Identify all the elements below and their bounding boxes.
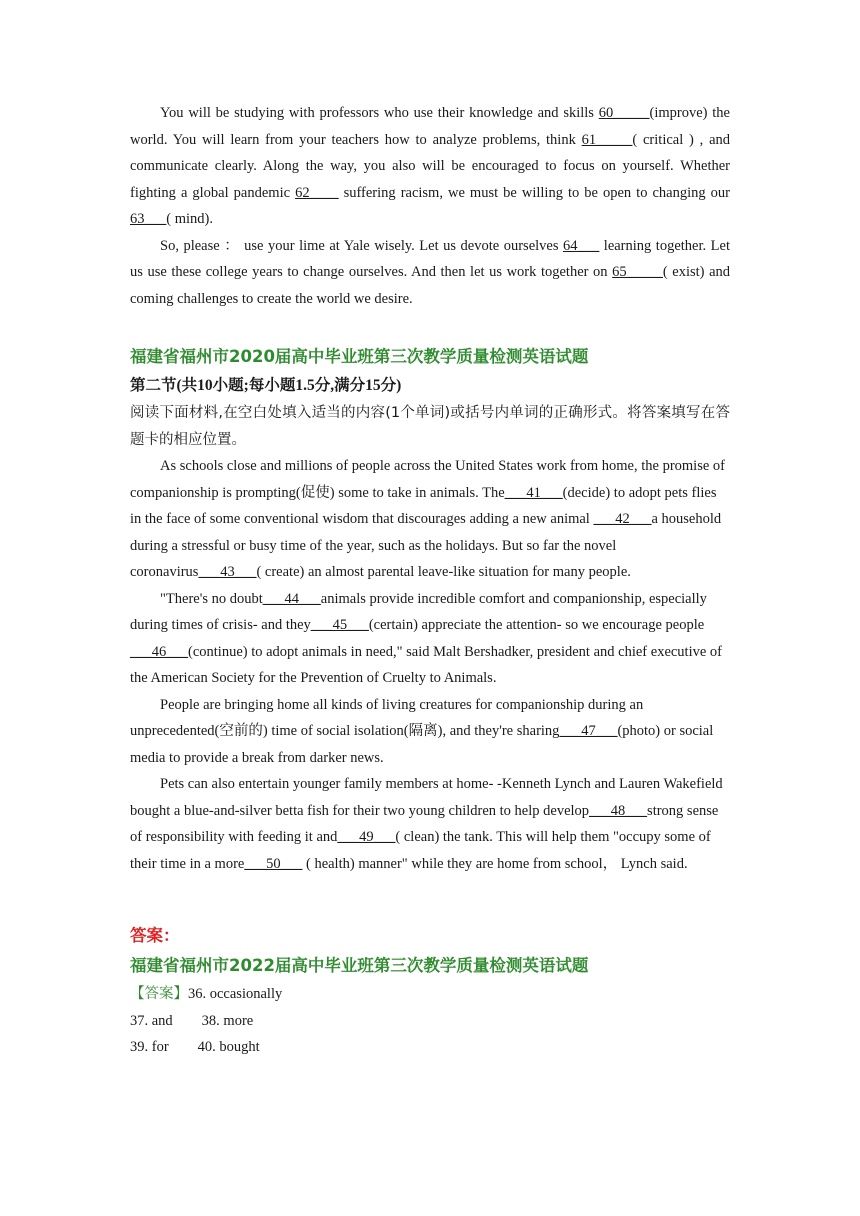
blank-number: ___45___: [310, 617, 369, 633]
passage-text: animals provide incredible comfort and companionship, especially during times of crisis- and they: [130, 590, 707, 633]
blank-number: ___47___: [559, 723, 618, 739]
passage-text: a household during a stressful or busy time of the year, such as the holidays. But so far the novel coronavirus: [130, 511, 722, 580]
blank-number: 60_____: [598, 105, 650, 121]
passage-text: ( critical ) , and communicate clearly. Along the way, you also will be encouraged to focus on yourself. Whether fighting a global pandemic: [130, 131, 730, 201]
blank-number: ___46___: [130, 643, 188, 660]
passage-text: (certain) appreciate the attention- so we encourage people: [368, 617, 705, 633]
blank-number: ___48___: [589, 802, 648, 819]
passage-text: As schools close and millions of people across the United States work from home, the promise of companionship is prompting(促使) some to take in animals. The: [130, 458, 725, 501]
blank-number: ___44___: [262, 590, 321, 607]
instruction-text: 阅读下面材料,在空白处填入适当的内容(1个单词)或括号内单词的正确形式。将答案填写在答题卡的相应位置。: [130, 405, 730, 448]
answer-line: 【答案】36. occasionally: [130, 986, 283, 1002]
passage-text: ( mind).: [166, 211, 213, 227]
passage-text: (photo) or social media to provide a break from darker news.: [130, 723, 714, 766]
passage-text: ( health) manner" while they are home from school， Lynch said.: [302, 855, 688, 872]
blank-number: 61_____: [581, 131, 633, 148]
answers-heading: 答案：: [130, 926, 180, 945]
passage-text: ( create) an almost parental leave-like situation for many people.: [256, 564, 631, 580]
blank-number: 65_____: [612, 264, 663, 280]
passage-text: So, please ： use your lime at Yale wisely. Let us devote ourselves: [160, 237, 564, 254]
blank-number: 64___: [563, 237, 600, 254]
blank-number: ___42___: [593, 511, 652, 527]
blank-number: ___50___: [244, 855, 303, 872]
passage-paragraph: [130, 692, 730, 772]
document-page: [130, 100, 730, 1061]
exam-title-2020: 福建省福州市2020届高中毕业班第三次教学质量检测英语试题: [130, 347, 589, 366]
answer-label: 【答案】: [130, 986, 188, 1002]
blank-number: 63___: [130, 211, 167, 227]
passage-paragraph: [130, 771, 730, 877]
passage-text: Pets can also entertain younger family members at home- -Kenneth Lynch and Lauren Wakefield bought a blue-and-silver betta fish for their two young children to help develop: [130, 776, 723, 819]
passage-text: learning together. Let us use these college years to change ourselves. And then let us work together on: [130, 237, 730, 280]
passage-paragraph: [130, 233, 730, 313]
passage-text: ( exist) and coming challenges to create the world we desire.: [130, 264, 730, 307]
answer-line: 37. and 38. more: [130, 1012, 254, 1029]
passage-text: ( clean) the tank. This will help them "occupy some of their time in a more: [130, 829, 711, 872]
passage-text: strong sense of responsibility with feeding it and: [130, 802, 719, 845]
passage-text: (improve) the world. You will learn from your teachers how to analyze problems, think: [130, 105, 730, 148]
passage-paragraph: [130, 453, 730, 586]
passage-paragraph: [130, 100, 730, 233]
blank-number: ___41___: [504, 484, 563, 501]
section-heading: 第二节(共10小题;每小题1.5分,满分15分): [130, 377, 402, 394]
passage-text: (decide) to adopt pets flies in the face of some conventional wisdom that discourages adding a new animal: [130, 484, 717, 527]
passage-text: "There's no doubt: [160, 590, 263, 607]
blank-number: 62____: [295, 184, 339, 201]
passage-text: (continue) to adopt animals in need," said Malt Bershadker, president and chief executive of the American Society for the Prevention of Cruelty to Animals.: [130, 643, 723, 686]
passage-paragraph: [130, 586, 730, 692]
blank-number: ___49___: [337, 829, 396, 845]
answers-exam-title: 福建省福州市2022届高中毕业班第三次教学质量检测英语试题: [130, 956, 589, 975]
passage-text: You will be studying with professors who use their knowledge and skills: [160, 105, 599, 121]
answer-line: 39. for 40. bought: [130, 1039, 260, 1055]
blank-number: ___43___: [198, 564, 257, 580]
passage-text: suffering racism, we must be willing to be open to changing our: [338, 184, 730, 201]
passage-text: People are bringing home all kinds of living creatures for companionship during an unprecedented(空前的) time of social isolation(隔离), and they're sharing: [130, 696, 644, 739]
